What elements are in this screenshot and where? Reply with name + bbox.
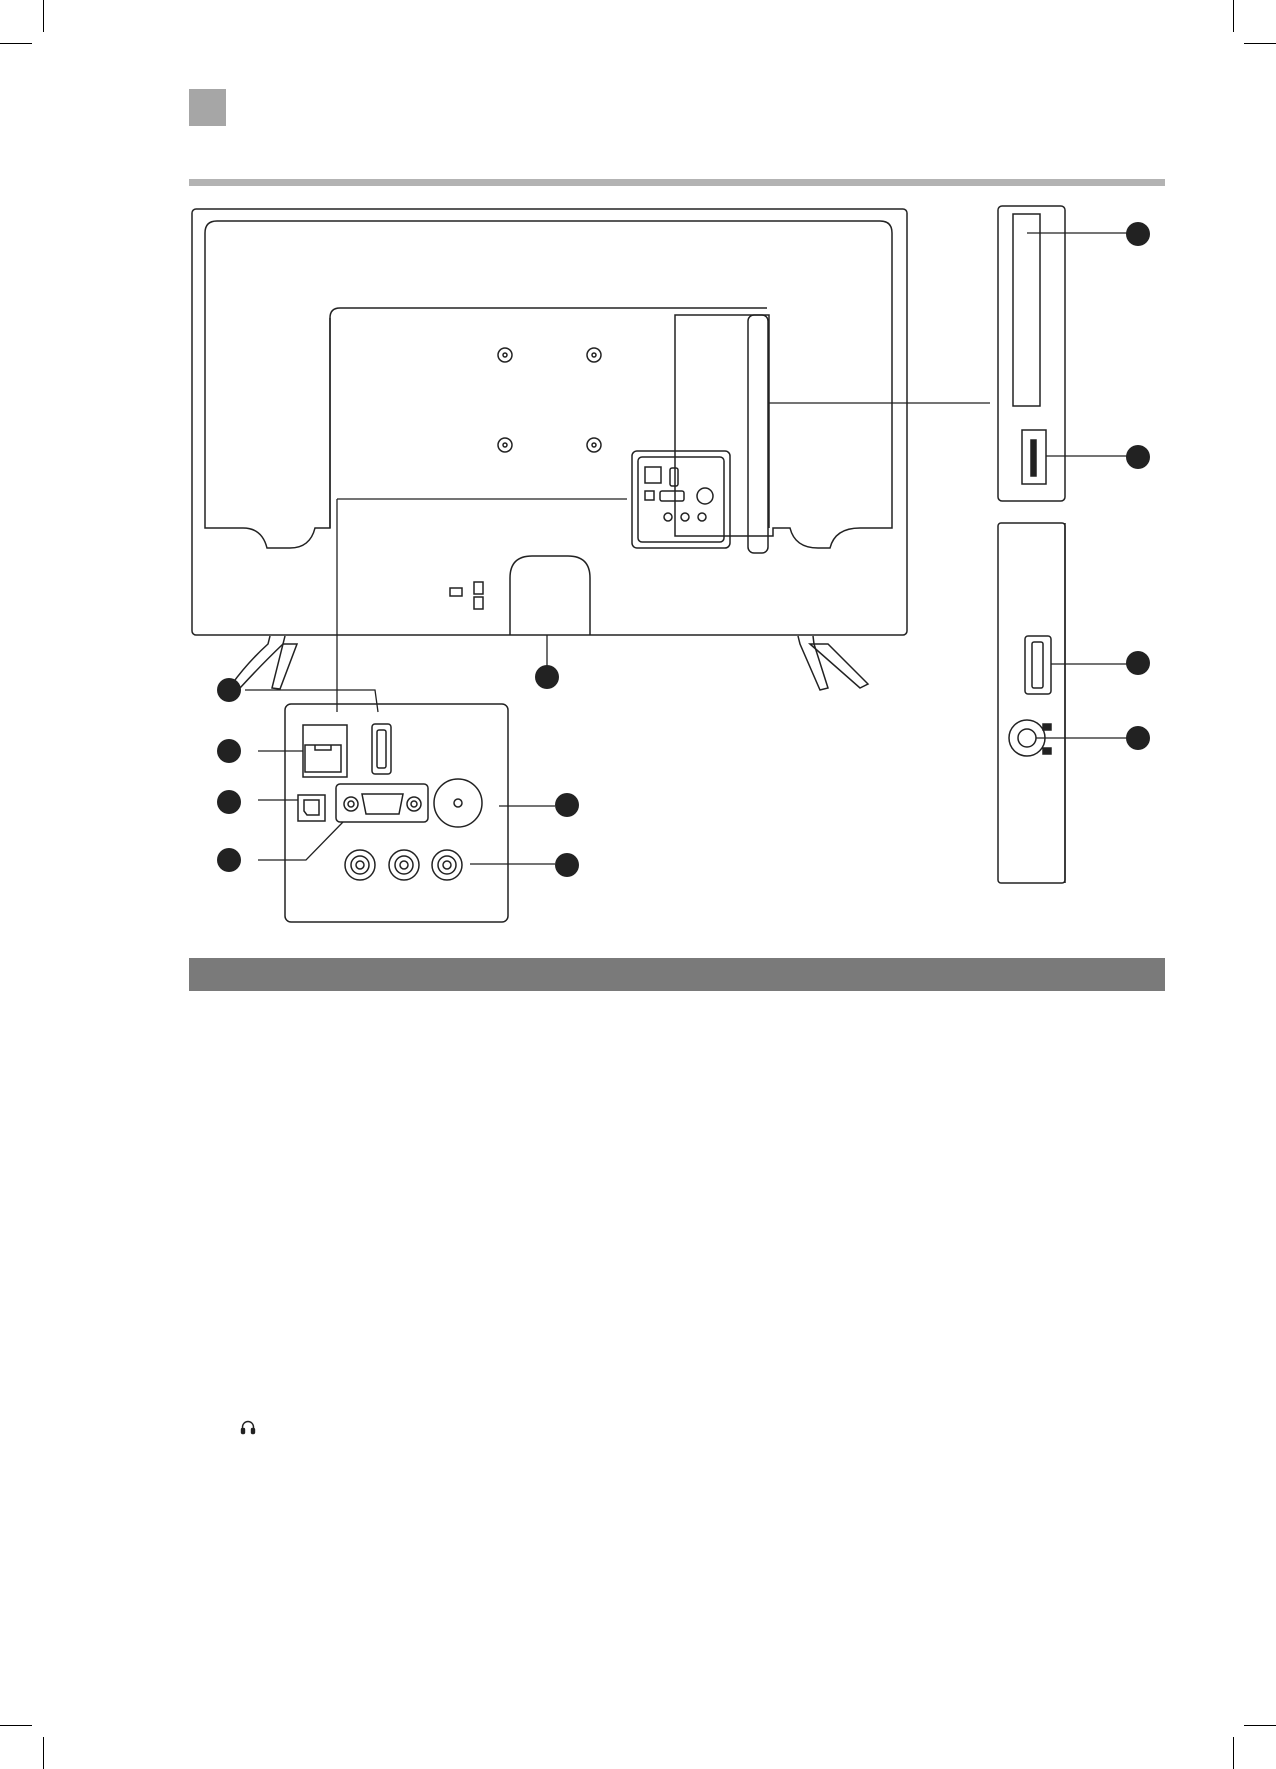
optical-port-icon: [298, 795, 325, 821]
callout-marker: [217, 848, 241, 872]
side-hdmi-port-icon: [1025, 636, 1051, 694]
callout-marker: [1126, 445, 1150, 469]
side-panel-lower: [998, 523, 1065, 883]
callout-markers: [217, 222, 1150, 877]
rca-port-icons: [345, 850, 462, 880]
callout-marker: [217, 739, 241, 763]
connector-panel-zoom: [285, 704, 508, 922]
crop-mark: [43, 1737, 44, 1769]
table-header: [189, 958, 1165, 991]
callout-marker: [555, 793, 579, 817]
crop-mark: [1233, 1737, 1234, 1769]
callout-marker: [217, 678, 241, 702]
tv-rear-view: [192, 209, 907, 690]
crop-mark: [1244, 1725, 1276, 1726]
callout-marker: [217, 790, 241, 814]
vga-port-icon: [336, 784, 428, 822]
crop-mark: [0, 1725, 32, 1726]
callout-marker: [1126, 222, 1150, 246]
callout-marker: [1126, 651, 1150, 675]
side-panel-upper: [998, 206, 1065, 501]
headphones-icon: [240, 1419, 256, 1435]
callout-marker: [1126, 726, 1150, 750]
hdmi-port-icon: [372, 724, 391, 774]
side-panel-strip: [748, 315, 768, 553]
antenna-port-icon: [434, 779, 482, 827]
callout-marker: [555, 853, 579, 877]
callout-marker: [535, 665, 559, 689]
